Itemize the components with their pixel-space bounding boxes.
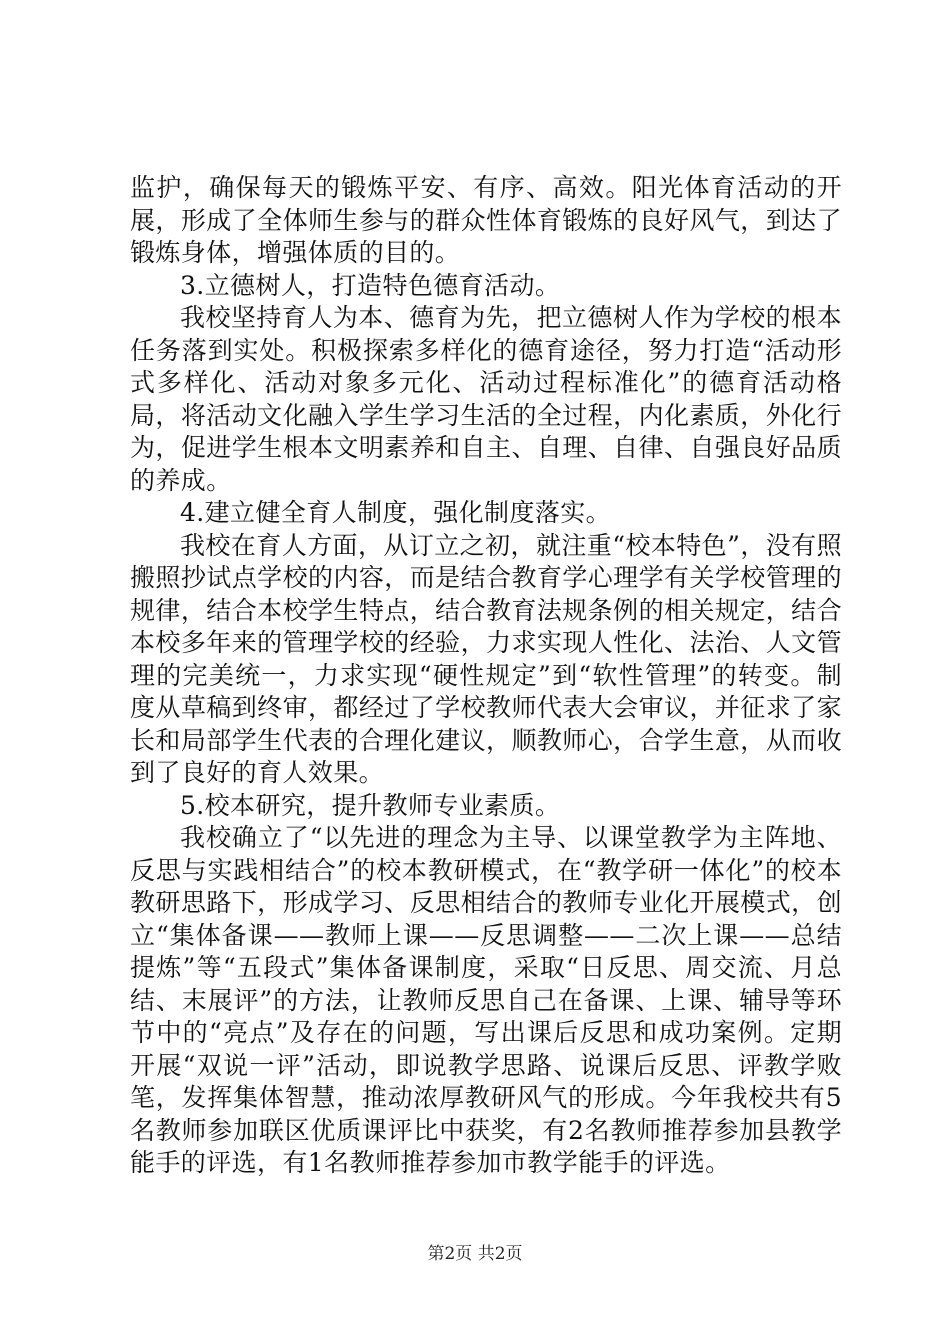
- paragraph-school-research: 我校确立了“以先进的理念为主导、以课堂教学为主阵地、反思与实践相结合”的校本教研模式，在“教学研一体化”的校本教研思路下，形成学习、反思相结合的教师专业化开展模式，创立“集体备课——教师上课——反思调整——二次上课——总结提炼”等“五段式”集体备课制度，采取“日反思、周交流、月总结、末展评”的方法，让教师反思自己在备课、上课、辅导等环节中的“亮点”及存在的问题，写出课后反思和成功案例。定期开展“双说一评”活动，即说教学思路、说课后反思、评教学败笔，发挥集体智慧，推动浓厚教研风气的形成。今年我校共有5名教师参加联区优质课评比中获奖，有2名教师推荐参加县教学能手的评选，有1名教师推荐参加市教学能手的评选。: [130, 823, 842, 1177]
- paragraph-education-system: 我校在育人方面，从订立之初，就注重“校本特色”，没有照搬照抄试点学校的内容，而是结合教育学心理学有关学校管理的规律，结合本校学生特点，结合教育法规条例的相关规定，结合本校多年来的管理学校的经验，力求实现人性化、法治、人文管理的完美统一，力求实现“硬性规定”到“软性管理”的转变。制度从草稿到终审，都经过了学校教师代表大会审议，并征求了家长和局部学生代表的合理化建议，顺教师心，合学生意，从而收到了良好的育人效果。: [130, 530, 842, 787]
- page-number-footer: 第2页 共2页: [427, 1244, 523, 1264]
- paragraph-moral-education: 我校坚持育人为本、德育为先，把立德树人作为学校的根本任务落到实处。积极探索多样化的德育途径，努力打造“活动形式多样化、活动对象多元化、活动过程标准化”的德育活动格局，将活动文化融入学生学习生活的全过程，内化素质，外化行为，促进学生根本文明素养和自主、自理、自律、自强良好品质的养成。: [130, 303, 842, 495]
- section-heading-3: 3.立德树人，打造特色德育活动。: [180, 270, 561, 300]
- document-body: [130, 172, 842, 1180]
- section-heading-4: 4.建立健全育人制度，强化制度落实。: [180, 498, 612, 527]
- section-heading-5: 5.校本研究，提升教师专业素质。: [180, 790, 561, 820]
- paragraph-continuation: 监护，确保每天的锻炼平安、有序、高效。阳光体育活动的开展，形成了全体师生参与的群众性体育锻炼的良好风气，到达了锻炼身体，增强体质的目的。: [130, 173, 842, 267]
